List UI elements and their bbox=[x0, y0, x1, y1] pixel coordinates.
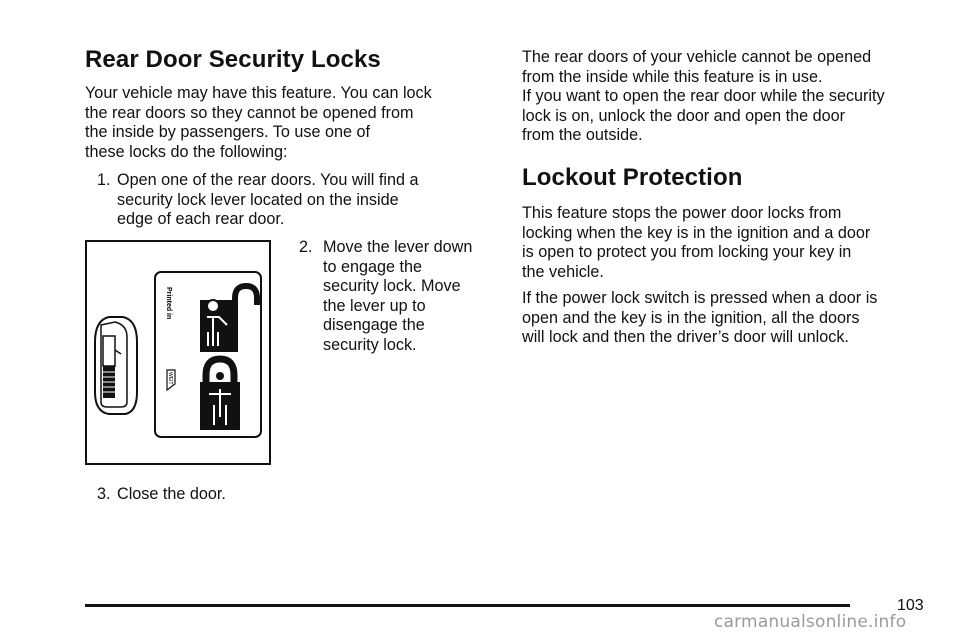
paragraph-line: is open to protect you from locking your key in bbox=[522, 243, 852, 261]
rear-door-note-paragraph bbox=[522, 48, 942, 146]
step-text bbox=[323, 238, 472, 355]
security-lock-illustration bbox=[87, 242, 269, 463]
paragraph-line: the vehicle. bbox=[522, 262, 604, 281]
step-line: to engage the bbox=[323, 257, 423, 276]
section-title-rear-door-security-locks: Rear Door Security Locks bbox=[85, 46, 381, 73]
paragraph-line: If the power lock switch is pressed when a door is bbox=[522, 289, 878, 307]
step-text: Close the door. bbox=[117, 485, 226, 503]
paragraph-line: If you want to open the rear door while the security bbox=[522, 87, 885, 105]
security-lock-figure bbox=[85, 240, 271, 465]
step-line: Open one of the rear doors. You will find a bbox=[117, 171, 419, 189]
step-3 bbox=[97, 485, 397, 505]
section-title-lockout-protection: Lockout Protection bbox=[522, 164, 743, 191]
printed-in-text: Printed in bbox=[165, 287, 172, 320]
lever-switch bbox=[103, 336, 121, 398]
intro-line: these locks do the following: bbox=[85, 142, 288, 161]
step-number: 2. bbox=[299, 238, 313, 256]
step-line: security lock lever located on the inside bbox=[117, 190, 399, 209]
intro-line: the rear doors so they cannot be opened from bbox=[85, 103, 414, 122]
locked-child-icon bbox=[200, 359, 240, 430]
step-line: security lock. Move bbox=[323, 277, 461, 295]
step-line: security lock. bbox=[323, 335, 417, 354]
step-1 bbox=[97, 171, 497, 231]
arrow-mark-icon bbox=[167, 370, 175, 390]
paragraph-line: locking when the key is in the ignition and a door bbox=[522, 223, 871, 242]
step-line: Move the lever down bbox=[323, 238, 473, 256]
watermark-text: carmanualsonline.info bbox=[714, 612, 907, 632]
step-2 bbox=[299, 238, 499, 358]
page-number: 103 bbox=[897, 597, 924, 614]
paragraph-line: This feature stops the power door locks from bbox=[522, 204, 842, 222]
paragraph-line: from the outside. bbox=[522, 126, 643, 144]
step-line: edge of each rear door. bbox=[117, 210, 285, 228]
step-line: disengage the bbox=[323, 316, 425, 334]
intro-line: Your vehicle may have this feature. You can lock bbox=[85, 84, 432, 102]
step-text bbox=[117, 171, 418, 230]
intro-paragraph bbox=[85, 84, 495, 162]
unlocked-child-icon bbox=[200, 286, 257, 352]
paragraph-line: from the inside while this feature is in use. bbox=[522, 67, 823, 86]
lockout-paragraph-1 bbox=[522, 204, 942, 282]
footer-rule bbox=[85, 604, 850, 607]
paragraph-line: lock is on, unlock the door and open the door bbox=[522, 106, 846, 125]
lockout-paragraph-2 bbox=[522, 289, 942, 348]
step-number: 3. bbox=[97, 485, 111, 503]
door-edge-outline bbox=[95, 317, 137, 414]
step-number: 1. bbox=[97, 171, 111, 189]
paragraph-line: The rear doors of your vehicle cannot be opened bbox=[522, 48, 872, 66]
paragraph-line: open and the key is in the ignition, all the doors bbox=[522, 308, 860, 327]
step-line: the lever up to bbox=[323, 296, 426, 315]
paragraph-line: will lock and then the driver’s door will unlock. bbox=[522, 328, 849, 346]
intro-line: the inside by passengers. To use one of bbox=[85, 123, 370, 141]
arrow-mark-text: WEIT bbox=[167, 372, 173, 385]
